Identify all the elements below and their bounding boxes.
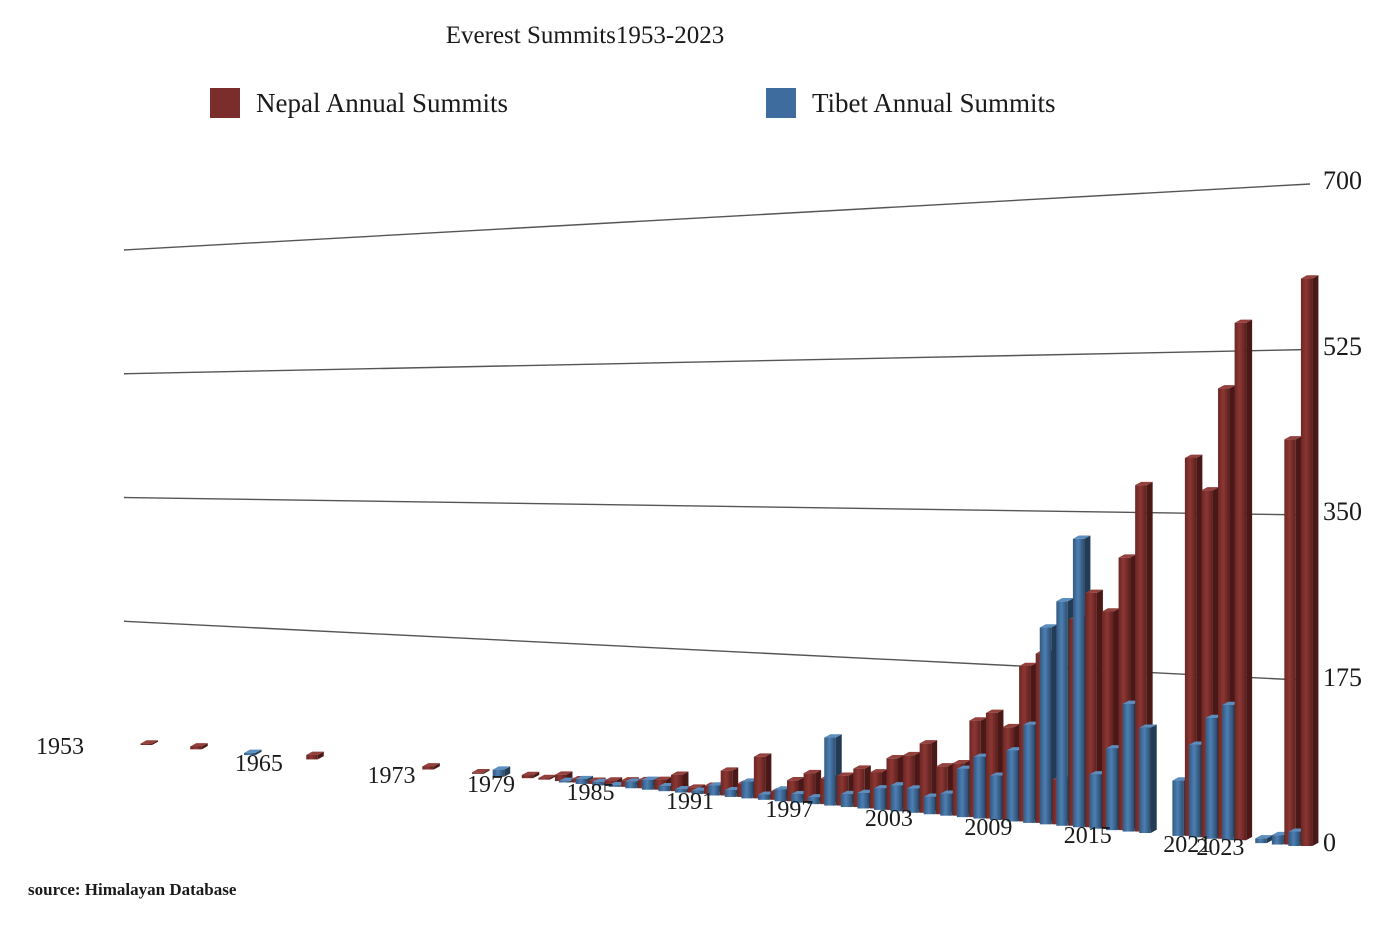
legend-label-tibet: Tibet Annual Summits xyxy=(812,87,1056,118)
bar-tibet-front xyxy=(957,769,969,817)
bar-nepal xyxy=(538,775,556,780)
bar-nepal-front xyxy=(306,755,318,759)
bar-nepal-front xyxy=(141,744,153,745)
bar-tibet-front xyxy=(642,780,654,790)
x-axis-tick-label: 1997 xyxy=(765,797,814,824)
bar-tibet-front xyxy=(1206,718,1218,839)
bar-tibet-front xyxy=(1255,838,1267,843)
x-axis-tick-label: 1985 xyxy=(566,780,615,807)
x-axis-tick-label: 2015 xyxy=(1063,823,1112,850)
bar-tibet-front xyxy=(990,776,1002,820)
bar-nepal-front xyxy=(422,766,434,769)
chart-title: Everest Summits1953-2023 xyxy=(445,22,725,49)
x-axis-tick-label: 1973 xyxy=(367,762,416,789)
bar-tibet-front xyxy=(1089,774,1101,828)
y-axis-tick-label: 175 xyxy=(1323,662,1362,692)
bar-nepal xyxy=(141,740,159,745)
grid-line xyxy=(124,184,1310,250)
y-axis-tick-label: 350 xyxy=(1323,497,1362,526)
x-axis-tick-label: 2009 xyxy=(964,814,1013,841)
x-axis-tick-label: 2021 xyxy=(1163,832,1212,859)
bar-nepal xyxy=(1301,275,1319,846)
bar-tibet-front xyxy=(625,782,637,788)
bar-tibet-front xyxy=(1272,835,1284,844)
bar-nepal-side xyxy=(1312,275,1318,846)
bar-nepal xyxy=(306,752,324,760)
bar-tibet xyxy=(1255,835,1273,843)
bar-nepal-front xyxy=(522,775,534,778)
x-axis-tick-label: 2003 xyxy=(864,806,913,833)
bar-nepal xyxy=(1235,320,1253,841)
x-axis-tick-label: 1953 xyxy=(36,734,84,760)
bar-nepal-front xyxy=(538,778,550,780)
bar-tibet-front xyxy=(1123,704,1135,832)
bar-nepal-front xyxy=(1235,323,1247,840)
x-axis-tick-label: 1991 xyxy=(665,788,714,815)
bar-nepal-front xyxy=(1284,439,1296,844)
y-axis-tick-label: 0 xyxy=(1323,828,1336,857)
bar-nepal xyxy=(1284,436,1302,844)
bar-tibet-front xyxy=(1023,725,1035,823)
grid-line xyxy=(124,350,1310,374)
bar-tibet-front xyxy=(741,782,753,799)
bar-tibet-front xyxy=(1056,601,1068,826)
bar-tibet xyxy=(1139,724,1157,833)
bar-nepal xyxy=(190,743,208,749)
legend-label-nepal: Nepal Annual Summits xyxy=(256,87,508,118)
bar-tibet-front xyxy=(1007,750,1019,821)
source-note: source: Himalayan Database xyxy=(28,880,237,899)
bar-tibet-front xyxy=(940,794,952,816)
bar-tibet-front xyxy=(1222,705,1234,840)
x-axis-tick-label: 1965 xyxy=(234,751,283,778)
bar-tibet-front xyxy=(1139,728,1151,833)
bar-tibet-front xyxy=(1189,745,1201,838)
bar-tibet-front xyxy=(1106,748,1118,830)
bar-tibet-front xyxy=(924,797,936,814)
bar-tibet-front xyxy=(841,794,853,807)
bar-tibet-front xyxy=(1073,539,1085,827)
bar-nepal-side xyxy=(1246,320,1252,841)
bar-tibet-side xyxy=(1151,724,1157,833)
bar-nepal-front xyxy=(1301,279,1313,846)
bar-tibet-front xyxy=(824,738,836,806)
bar-tibet-front xyxy=(1172,781,1184,836)
bar-tibet-front xyxy=(1288,832,1300,846)
bar-tibet-front xyxy=(973,757,985,819)
y-axis-tick-label: 525 xyxy=(1323,331,1362,361)
bar-tibet-front xyxy=(725,790,737,797)
x-axis-tick-label: 2023 xyxy=(1196,835,1245,861)
bar-nepal xyxy=(522,772,540,778)
grid-line xyxy=(124,498,1310,516)
bar-nepal-front xyxy=(190,746,202,749)
bar-nepal xyxy=(422,763,440,769)
y-axis-tick-label: 700 xyxy=(1323,166,1362,195)
x-axis-tick-label: 1979 xyxy=(467,771,515,798)
bar-tibet-front xyxy=(1040,628,1052,825)
